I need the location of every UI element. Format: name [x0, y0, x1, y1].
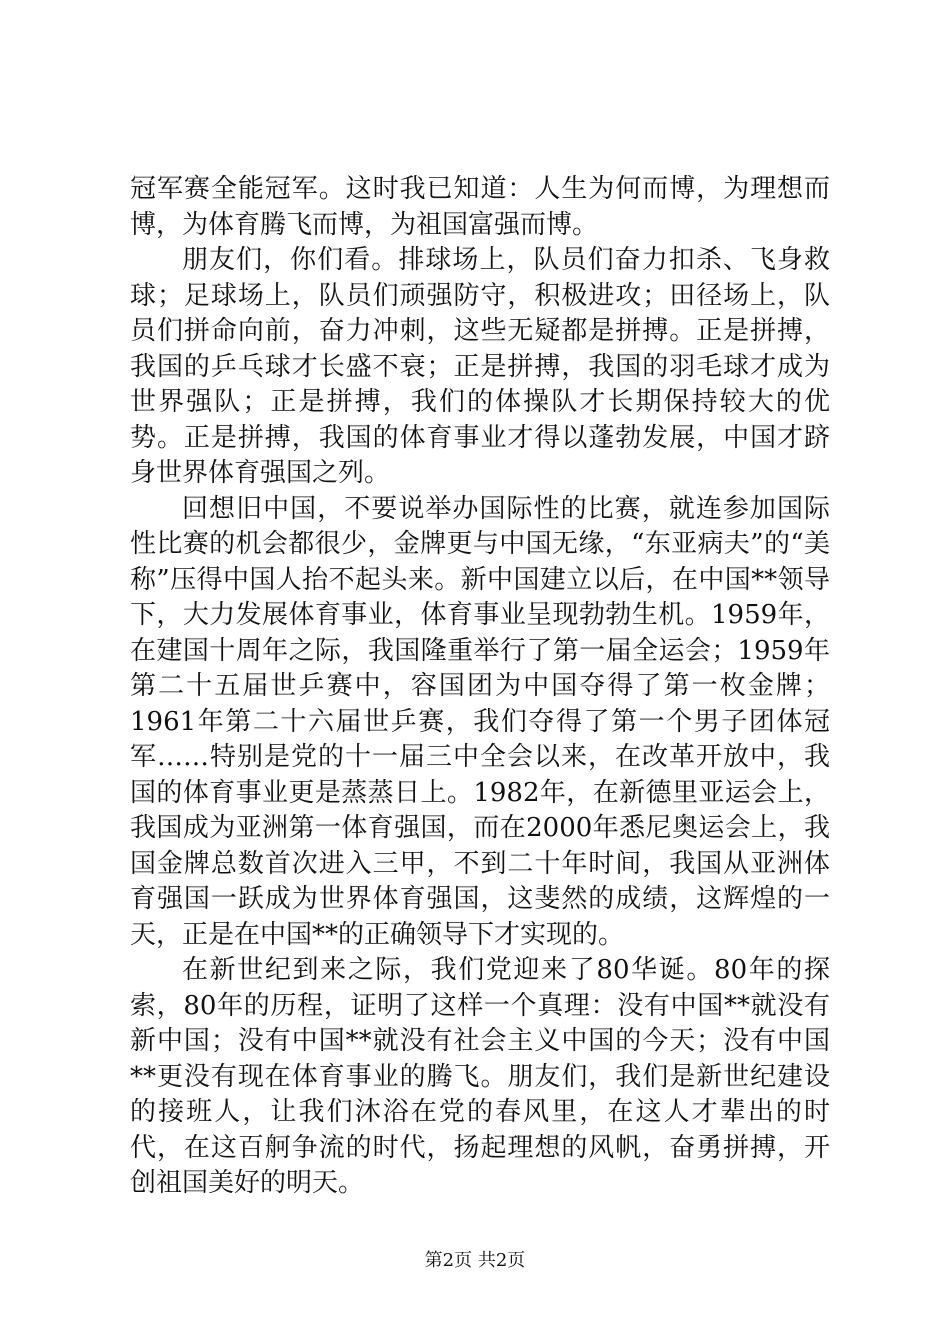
paragraph-sports-spirit: 朋友们，你们看。排球场上，队员们奋力扣杀、飞身救球；足球场上，队员们顽强防守，积极进攻；田径场上，队员们拼命向前，奋力冲刺，这些无疑都是拼搏。正是拼搏，我国的乒乓球才长盛不衰；正是拼搏，我国的羽毛球才成为世界强队；正是拼搏，我们的体操队才长期保持较大的优势。正是拼搏，我国的体育事业才得以蓬勃发展，中国才跻身世界体育强国之列。 — [130, 245, 830, 488]
paragraph-new-century: 在新世纪到来之际，我们党迎来了80华诞。80年的探索，80年的历程，证明了这样一个真理：没有中国**就没有新中国；没有中国**就没有社会主义中国的今天；没有中国**更没有现在体育事业的腾飞。朋友们，我们是新世纪建设的接班人，让我们沐浴在党的春风里，在这人才辈出的时代，在这百舸争流的时代，扬起理想的风帆，奋勇拼搏，开创祖国美好的明天。 — [130, 955, 830, 1198]
paragraph-history: 回想旧中国，不要说举办国际性的比赛，就连参加国际性比赛的机会都很少，金牌更与中国无缘，“东亚病夫”的“美称”压得中国人抬不起头来。新中国建立以后，在中国**领导下，大力发展体育事业，体育事业呈现勃勃生机。1959年，在建国十周年之际，我国隆重举行了第一届全运会；1959年第二十五届世乒赛中，容国团为中国夺得了第一枚金牌；1961年第二十六届世乒赛，我们夺得了第一个男子团体冠军……特别是党的十一届三中全会以来，在改革开放中，我国的体育事业更是蒸蒸日上。1982年，在新德里亚运会上，我国成为亚洲第一体育强国，而在2000年悉尼奥运会上，我国金牌总数首次进入三甲，不到二十年时间，我国从亚洲体育强国一跃成为世界体育强国，这斐然的成绩，这辉煌的一天，正是在中国**的正确领导下才实现的。 — [130, 493, 830, 950]
paragraph-continuation: 冠军赛全能冠军。这时我已知道：人生为何而博，为理想而博，为体育腾飞而博，为祖国富强而博。 — [130, 174, 830, 240]
document-body — [130, 172, 830, 1202]
page-number-footer: 第2页 共2页 — [424, 1250, 526, 1271]
